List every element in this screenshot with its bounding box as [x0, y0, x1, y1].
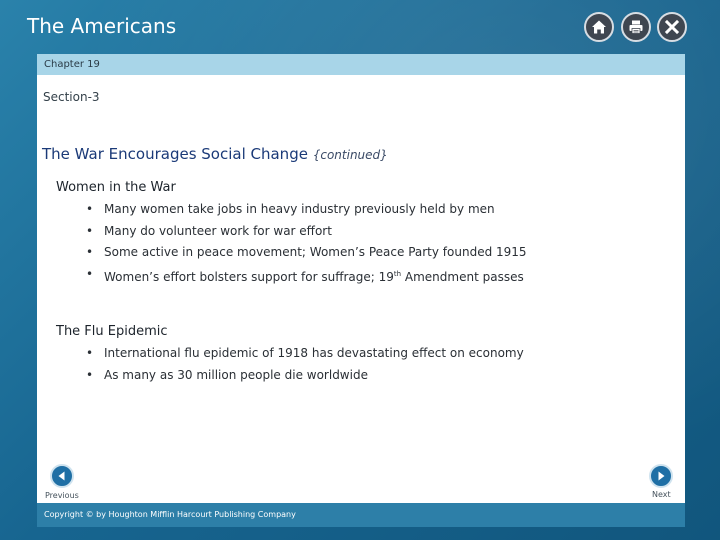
- app-title: The Americans: [27, 14, 177, 38]
- copyright-footer: Copyright © by Houghton Mifflin Harcourt Publishing Company: [37, 503, 685, 527]
- group-heading-flu: The Flu Epidemic: [56, 324, 168, 339]
- slide-title-text: The War Encourages Social Change: [42, 145, 308, 163]
- bullet-item: • Women’s effort bolsters support for suffrage; 19th Amendment passes: [86, 264, 527, 289]
- close-icon: [664, 19, 680, 35]
- bullet-item: • International flu epidemic of 1918 has devastating effect on economy: [86, 343, 524, 365]
- bullet-item: • Many do volunteer work for war effort: [86, 221, 527, 243]
- previous-button[interactable]: [50, 464, 74, 488]
- chapter-bar: Chapter 19: [37, 54, 685, 75]
- next-button[interactable]: [649, 464, 673, 488]
- slide-title-suffix: {continued}: [312, 148, 388, 162]
- previous-label[interactable]: Previous: [45, 491, 79, 500]
- bullet-item: • As many as 30 million people die worldwide: [86, 365, 524, 387]
- arrow-right-icon: [655, 470, 667, 482]
- bullet-item: • Many women take jobs in heavy industry previously held by men: [86, 199, 527, 221]
- bullet-list-flu: [86, 343, 524, 386]
- next-label[interactable]: Next: [652, 490, 671, 499]
- section-label: Section-3: [43, 90, 100, 104]
- print-button[interactable]: [621, 12, 651, 42]
- arrow-left-icon: [56, 470, 68, 482]
- bullet-list-women: [86, 199, 527, 289]
- slide-title: [42, 145, 388, 163]
- slide-content: [37, 75, 685, 503]
- bullet-item: • Some active in peace movement; Women’s Peace Party founded 1915: [86, 242, 527, 264]
- home-icon: [591, 19, 607, 35]
- close-button[interactable]: [657, 12, 687, 42]
- home-button[interactable]: [584, 12, 614, 42]
- printer-icon: [628, 19, 644, 35]
- group-heading-women: Women in the War: [56, 180, 176, 195]
